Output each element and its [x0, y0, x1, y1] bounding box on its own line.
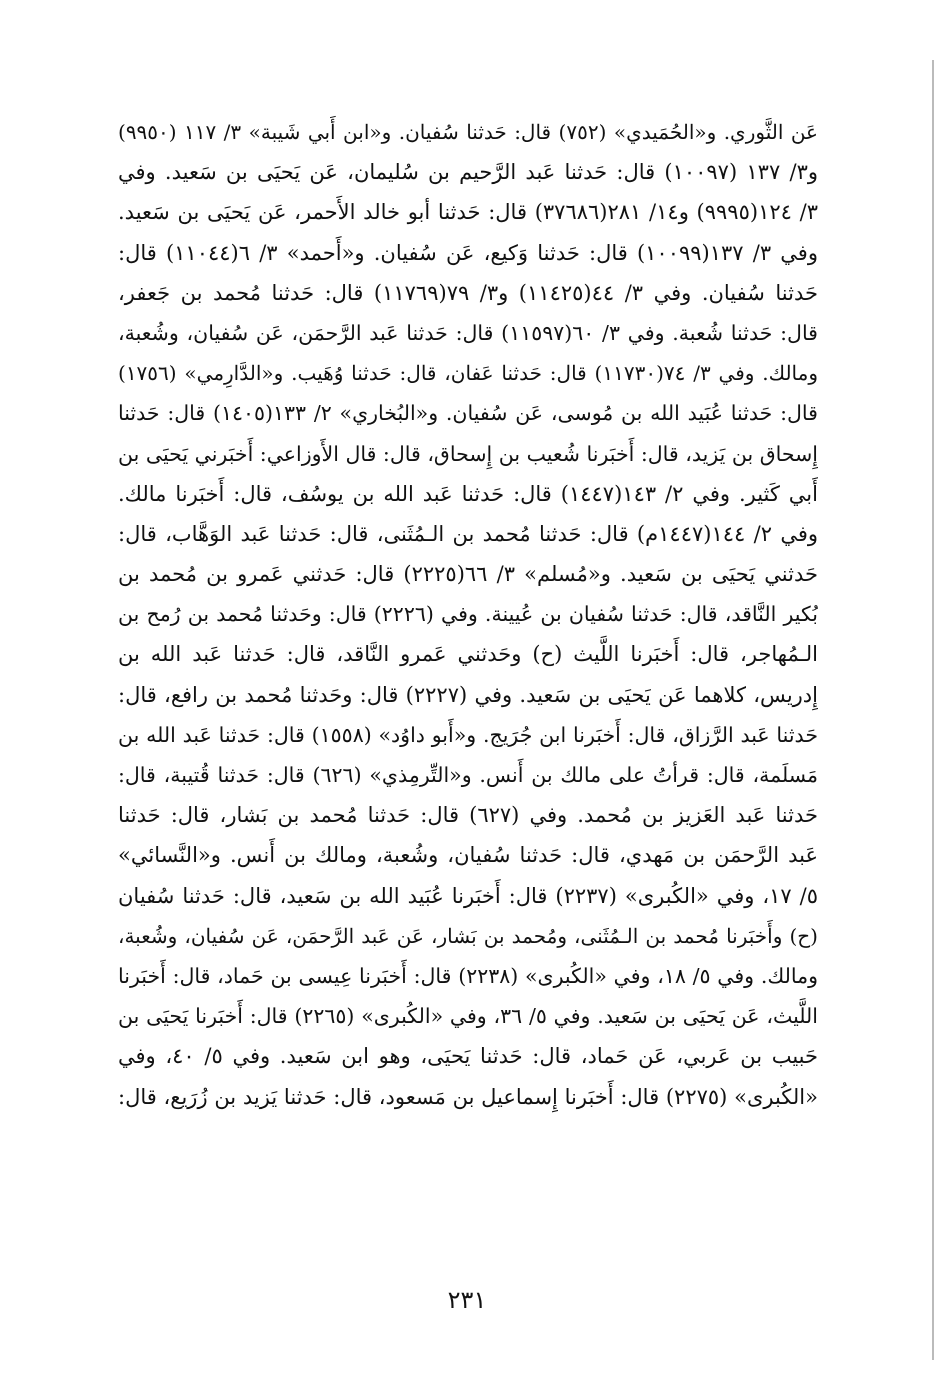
text-line: عَن الثَّوري. و«الحُمَيدي» (٧٥٢) قال: حَدثنا سُفيان. و«ابن أَبي شَيبة» ٣/ ١١٧ (٩٩٥٠) [118, 120, 818, 144]
text-line: حَدثني يَحيَى بن سَعيد. و«مُسلم» ٣/ ٦٦(٢٢٢٥) قال: حَدثني عَمرو بن مُحمد بن [118, 562, 818, 587]
text-line: الـمُهاجر، قال: أَخبَرنا اللَّيث (ح) وحَدثني عَمرو النَّاقد، قال: حَدثنا عَبد الله بن [118, 642, 818, 667]
text-line: أَبي كَثير. وفي ٢/ ١٤٣(١٤٤٧) قال: حَدثنا عَبد الله بن يوسُف، قال: أَخبَرنا مالك. [118, 481, 818, 506]
text-line: مَسلَمة، قال: قرأتُ على مالك بن أَنس. و«التِّرمِذي» (٦٢٦) قال: حَدثنا قُتيبة، قال: [118, 763, 818, 787]
text-line: حَدثنا عَبد العَزيز بن مُحمد. وفي (٦٢٧) قال: حَدثنا مُحمد بن بَشار، قال: حَدثنا [118, 803, 818, 828]
text-line: إِدريس، كلاهما عَن يَحيَى بن سَعيد. وفي (٢٢٢٧) قال: وحَدثنا مُحمد بن رافع، قال: [118, 682, 818, 707]
text-line: قال: حَدثنا شُعبة. وفي ٣/ ٦٠(١١٥٩٧) قال: حَدثنا عَبد الرَّحمَن، عَن سُفيان، وشُعبة، [118, 320, 818, 345]
text-line: قال: حَدثنا عُبَيد الله بن مُوسى، عَن سُفيان. و«البُخاري» ٢/ ١٣٣(١٤٠٥) قال: حَدثنا [118, 401, 818, 426]
text-line: «الكُبرى» (٢٢٧٥) قال: أَخبَرنا إِسماعيل بن مَسعود، قال: حَدثنا يَزيد بن زُرَيع، قال: [118, 1084, 818, 1109]
text-line: ٣/ ١٢٤(٩٩٩٥) و١٤/ ٢٨١(٣٧٦٨٦) قال: حَدثنا أبو خالد الأَحمر، عَن يَحيَى بن سَعيد. [118, 200, 818, 225]
text-line: حَبيب بن عَربي، عَن حَماد، قال: حَدثنا يَحيَى، وهو ابن سَعيد. وفي ٥/ ٤٠، وفي [118, 1044, 818, 1069]
text-line: حَدثنا عَبد الرَّزاق، قال: أَخبَرنا ابن جُرَيج. و«أَبو داوُد» (١٥٥٨) قال: حَدثنا عَبد الله بن [118, 722, 818, 747]
page-number: ٢٣١ [447, 1286, 487, 1314]
text-line: (ح) وأَخبَرنا مُحمد بن الـمُثَنى، ومُحمد بن بَشار، عَن عَبد الرَّحمَن، عَن سُفيان، وشُعبة، [118, 923, 818, 948]
body-text [118, 112, 818, 1117]
text-line: بُكير النَّاقد، قال: حَدثنا سُفيان بن عُيينة. وفي (٢٢٢٦) قال: وحَدثنا مُحمد بن رُمح بن [118, 602, 818, 627]
text-line: وفي ٢/ ١٤٤(١٤٤٧م) قال: حَدثنا مُحمد بن الـمُثَنى، قال: حَدثنا عَبد الوَهَّاب، قال: [118, 521, 818, 546]
text-line: عَبد الرَّحمَن بن مَهدي، قال: حَدثنا سُفيان، وشُعبة، ومالك بن أَنس. و«النَّسائي» [118, 843, 818, 868]
text-line: ومالك. وفي ٣/ ٧٤(١١٧٣٠) قال: حَدثنا عَفان، قال: حَدثنا وُهَيب. و«الدَّارِمي» (١٧٥٦) [118, 361, 818, 386]
text-line: وفي ٣/ ١٣٧(١٠٠٩٩) قال: حَدثنا وَكيع، عَن سُفيان. و«أَحمد» ٣/ ٦(١١٠٤٤) قال: [118, 240, 818, 265]
text-line: ٥/ ١٧، وفي «الكُبرى» (٢٢٣٧) قال: أَخبَرنا عُبَيد الله بن سَعيد، قال: حَدثنا سُفيان [118, 883, 818, 908]
text-line: إِسحاق بن يَزيد، قال: أَخبَرنا شُعيب بن إِسحاق، قال: قال الأَوزاعي: أَخبَرني يَحيَى بن [118, 441, 818, 466]
text-line: ومالك. وفي ٥/ ١٨، وفي «الكُبرى» (٢٢٣٨) قال: أَخبَرنا عِيسى بن حَماد، قال: أَخبَرنا [118, 963, 818, 988]
text-line: و٣/ ١٣٧ (١٠٠٩٧) قال: حَدثنا عَبد الرَّحيم بن سُليمان، عَن يَحيَى بن سَعيد. وفي [118, 160, 818, 185]
text-line: حَدثنا سُفيان. وفي ٣/ ٤٤(١١٤٢٥) و٣/ ٧٩(١١٧٦٩) قال: حَدثنا مُحمد بن جَعفر، [118, 280, 818, 305]
text-line: اللَّيث، عَن يَحيَى بن سَعيد. وفي ٥/ ٣٦، وفي «الكُبرى» (٢٢٦٥) قال: أَخبَرنا يَحيَى بن [118, 1004, 818, 1029]
